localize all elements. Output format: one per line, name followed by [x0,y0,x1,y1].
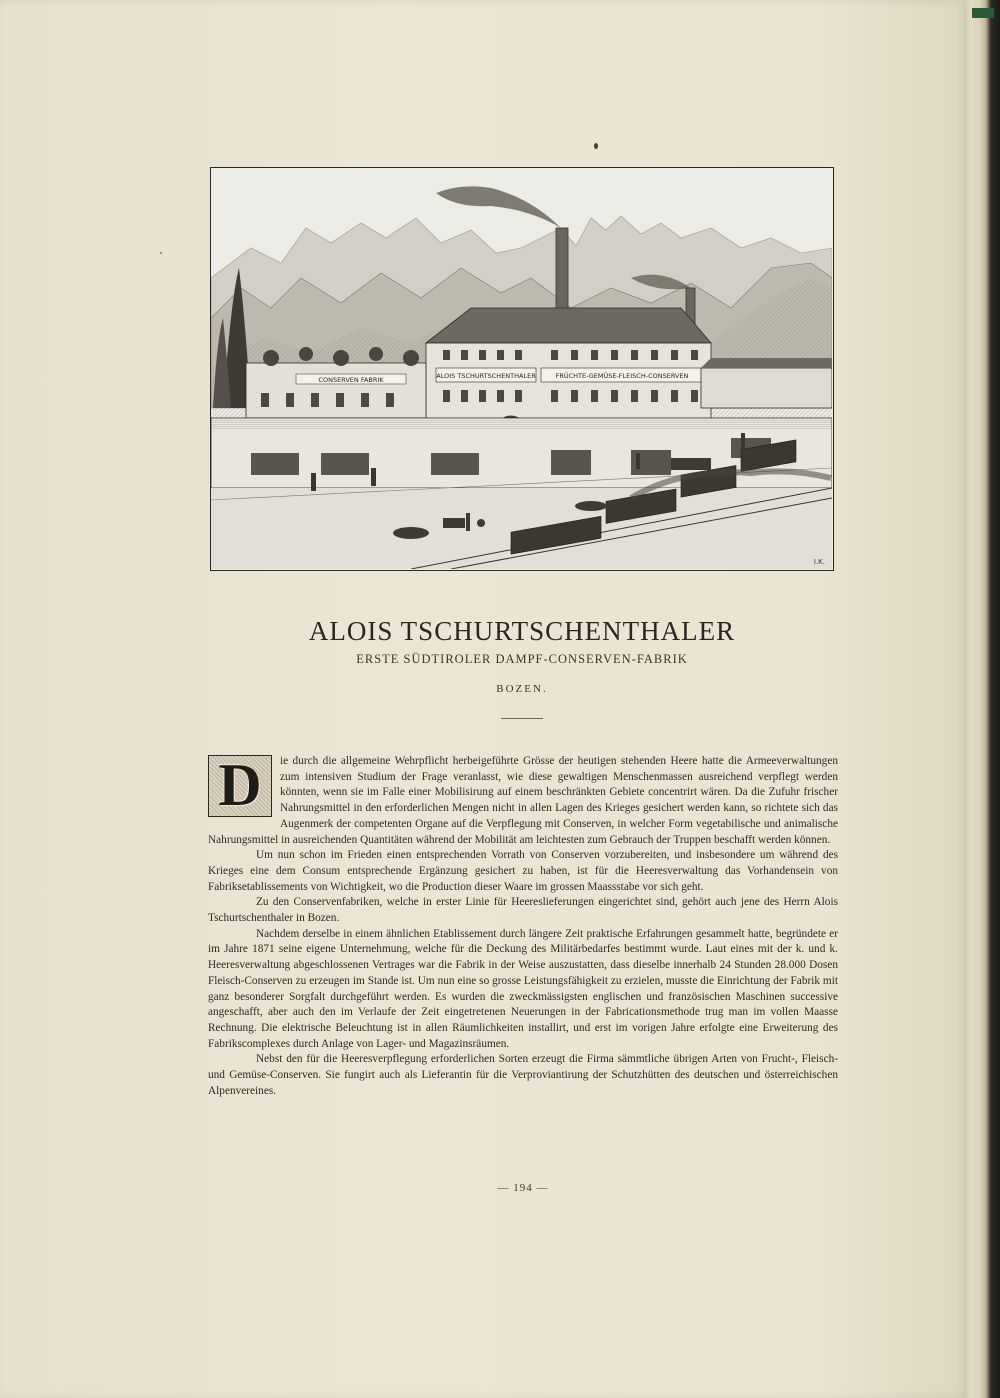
page-title: ALOIS TSCHURTSCHENTHALER [308,616,736,646]
factory-engraving [211,168,832,569]
paragraph-2: Um nun schon im Frieden einen entsprechenden Vorrath von Conserven vorzubereiten, und insbesondere um während des Krieges eine dem Consum entsprechende Ergänzung gesichert zu haben, ist für die Heeresverwaltung das Vorhandensein von Fabriksetablissements von Wichtigkeit, wo die Production dieser Waare im grossen Maassstabe vor sich geht. [208,849,838,893]
page-subtitle: ERSTE SÜDTIROLER DAMPF-CONSERVEN-FABRIK [356,652,688,666]
artist-signature: I.K. [813,558,825,566]
sign-left: CONSERVEN FABRIK [318,376,384,384]
ink-spot [594,143,598,149]
sign-middle: ALOIS TSCHURTSCHENTHALER [436,372,536,380]
page-number: — 194 — [497,1182,549,1194]
spine-tab [972,8,994,18]
sign-right: FRÜCHTE-GEMÜSE-FLEISCH-CONSERVEN [555,372,689,380]
paragraph-5: Nebst den für die Heeresverpflegung erforderlichen Sorten erzeugt die Firma sämmtliche übrigen Arten von Frucht-, Fleisch- und Gemüse-Conserven. Sie fungirt auch als Lieferantin für die Verproviantirung der Schutzhütten des deutschen und österreichischen Alpenvereines. [208,1053,838,1097]
paragraph-3: Zu den Conservenfabriken, welche in erster Linie für Heereslieferungen eingerichtet sind, gehört auch jene des Herrn Alois Tschurtschenthaler in Bozen. [208,896,838,925]
paragraph-1: ie durch die allgemeine Wehrpflicht herbeigeführte Grösse der heutigen stehenden Heere hatte die Armeeverwaltungen zum intensiven Studium der Frage veranlasst, wie diese gewaltigen Menschenmassen ausreichend verpflegt werden könnten, wenn sie im Falle einer Mobilisirung auf einem beschränkten Gebiete concentrirt wären. Da die Zufuhr frischer Nahrungsmittel in den erforderlichen Mengen nicht in allen Lagen des Krieges gesichert werden kann, so richtete sich das Augenmerk der competenten Organe auf die Verpflegung mit Conserven, in welcher Form vegetabilische und animalische Nahrungsmittel in ausreichenden Quantitäten während der Mobilität am leichtesten zum Gebrauch der Truppen beschafft werden können. [208,755,838,846]
ink-speck [160,252,162,254]
title-divider [501,718,543,719]
paragraph-4: Nachdem derselbe in einem ähnlichen Etablissement durch längere Zeit praktische Erfahrungen gesammelt hatte, begründete er im Jahre 1871 seine eigene Unternehmung, welche für die Deckung des Militärbedarfes bestimmt wurde. Laut eines mit der k. und k. Heeresverwaltung abgeschlossenen Vertrages war die Fabrik in der Weise auszustatten, dass dieselbe innerhalb 24 Stunden 28.000 Dosen Fleisch-Conserven zu erzeugen im Stande ist. Um nun eine so grosse Leistungsfähigkeit zu erzielen, musste die Einrichtung der Fabrik mit ganz besonderer Sorgfalt durchgeführt werden. Es wurden die zweckmässigsten englischen und französischen Maschinen successive angeschafft, aber auch den im Verlaufe der Zeit eingetretenen Neuerungen in der Fabricationsmethode trug man im vollen Maasse Rechnung. Die elektrische Beleuchtung ist in allen Räumlichkeiten installirt, und erst im vorigen Jahre erfolgte eine Erweiterung des Fabrikscomplexes durch Anlage von Lager- und Magazinsräumen. [208,927,838,1050]
factory-illustration [210,167,834,571]
city-name: BOZEN. [496,683,548,695]
book-spine [964,0,1000,1398]
ornamental-initial [208,752,272,819]
article-body [208,754,838,1099]
initial-letter: D [218,752,262,819]
